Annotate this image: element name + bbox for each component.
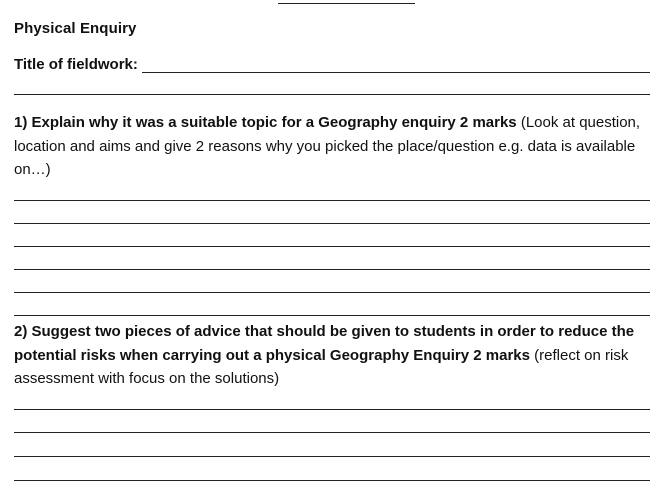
question-2-answer-line[interactable] bbox=[14, 409, 650, 410]
question-2 bbox=[14, 320, 664, 391]
question-1-answer-line[interactable] bbox=[14, 200, 650, 201]
fieldwork-title-answer-line[interactable] bbox=[142, 55, 650, 73]
question-2-answer-line[interactable] bbox=[14, 456, 650, 457]
question-1-answer-line[interactable] bbox=[14, 292, 650, 293]
question-1-answer-line[interactable] bbox=[14, 269, 650, 270]
top-title-underline bbox=[278, 0, 415, 4]
question-1 bbox=[14, 111, 664, 182]
question-1-answer-line[interactable] bbox=[14, 246, 650, 247]
question-2-answer-line[interactable] bbox=[14, 480, 650, 481]
fieldwork-title-row bbox=[14, 55, 650, 73]
question-1-prompt-bold: 1) Explain why it was a suitable topic for a Geography enquiry 2 marks bbox=[14, 114, 517, 131]
question-1-prompt-rest: (Look at question, location and aims and give 2 reasons why you picked the place/question e.g. data is available on…) bbox=[14, 114, 641, 178]
worksheet-heading: Physical Enquiry bbox=[14, 20, 137, 37]
question-2-answer-line[interactable] bbox=[14, 432, 650, 433]
question-1-answer-line[interactable] bbox=[14, 315, 650, 316]
question-2-prompt-rest: (reflect on risk assessment with focus on the solutions) bbox=[14, 346, 629, 387]
question-1-answer-line[interactable] bbox=[14, 223, 650, 224]
question-2-prompt-bold: 2) Suggest two pieces of advice that should be given to students in order to reduce the potential risks when carrying out a physical Geography Enquiry 2 marks bbox=[14, 323, 635, 364]
fieldwork-title-extra-line[interactable] bbox=[14, 94, 650, 95]
fieldwork-title-label: Title of fieldwork: bbox=[14, 56, 138, 73]
